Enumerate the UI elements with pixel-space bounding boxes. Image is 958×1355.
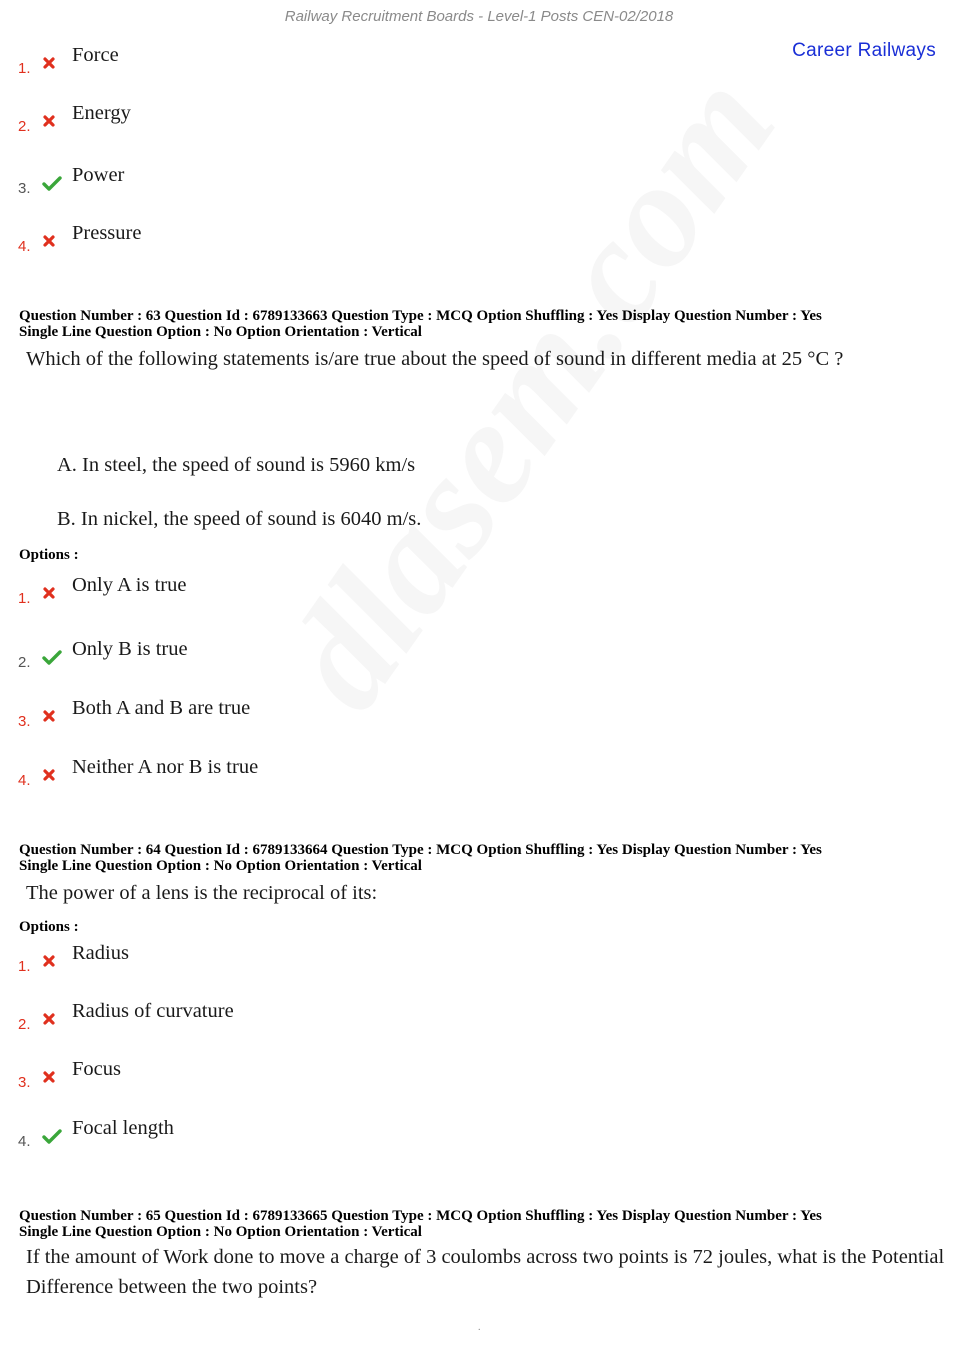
option-text: Only A is true [72, 574, 187, 596]
options-label: Options : [19, 547, 79, 563]
option-number: 4. [18, 1133, 31, 1150]
option-number: 3. [18, 180, 31, 197]
option-text: Radius of curvature [72, 1000, 234, 1022]
option-number: 2. [18, 118, 31, 135]
cross-icon [42, 954, 62, 970]
question-text: The power of a lens is the reciprocal of its: [26, 882, 378, 904]
option-text: Both A and B are true [72, 697, 251, 719]
option-text: Focus [72, 1058, 121, 1080]
checkmark-icon [42, 650, 62, 666]
statement-b: B. In nickel, the speed of sound is 6040 m/s. [57, 508, 422, 530]
cross-icon [42, 1070, 62, 1086]
cross-icon [42, 709, 62, 725]
checkmark-icon [42, 1129, 62, 1145]
watermark [250, 43, 809, 739]
option-text: Focal length [72, 1117, 174, 1139]
option-number: 2. [18, 654, 31, 671]
option-text: Pressure [72, 222, 142, 244]
cross-icon [42, 114, 62, 130]
question-meta-line1: Question Number : 64 Question Id : 6789133664 Question Type : MCQ Option Shuffling : Yes Display Question Number : Yes [19, 842, 822, 858]
option-number: 4. [18, 772, 31, 789]
cross-icon [42, 768, 62, 784]
question-meta [19, 308, 822, 340]
option-text: Power [72, 164, 125, 186]
question-meta [19, 1208, 822, 1240]
question-meta-line2: Single Line Question Option : No Option Orientation : Vertical [19, 324, 422, 340]
question-meta-line2: Single Line Question Option : No Option Orientation : Vertical [19, 1224, 422, 1240]
option-text: Only B is true [72, 638, 188, 660]
option-text: Energy [72, 102, 131, 124]
statement-a: A. In steel, the speed of sound is 5960 km/s [57, 454, 416, 476]
option-text: Neither A nor B is true [72, 756, 259, 778]
cross-icon [42, 56, 62, 72]
question-text: Which of the following statements is/are true about the speed of sound in different media at 25 °C ? [26, 348, 844, 370]
option-number: 1. [18, 958, 31, 975]
option-number: 3. [18, 1074, 31, 1091]
question-text: If the amount of Work done to move a charge of 3 coulombs across two points is 72 joules, what is the Potential Difference between the two points? [26, 1246, 945, 1298]
cross-icon [42, 586, 62, 602]
option-text: Force [72, 44, 119, 66]
footer-mark: . [478, 1322, 481, 1333]
option-text: Radius [72, 942, 129, 964]
page-header-title: Railway Recruitment Boards - Level-1 Posts CEN-02/2018 [284, 8, 674, 25]
option-number: 1. [18, 60, 31, 77]
option-number: 3. [18, 713, 31, 730]
option-number: 1. [18, 590, 31, 607]
option-number: 4. [18, 238, 31, 255]
options-label: Options : [19, 919, 79, 935]
checkmark-icon [42, 176, 62, 192]
question-meta-line1: Question Number : 65 Question Id : 6789133665 Question Type : MCQ Option Shuffling : Yes Display Question Number : Yes [19, 1208, 822, 1224]
option-number: 2. [18, 1016, 31, 1033]
question-meta [19, 842, 822, 874]
cross-icon [42, 234, 62, 250]
brand-label: Career Railways [792, 40, 936, 61]
question-meta-line1: Question Number : 63 Question Id : 6789133663 Question Type : MCQ Option Shuffling : Yes Display Question Number : Yes [19, 308, 822, 324]
cross-icon [42, 1012, 62, 1028]
question-meta-line2: Single Line Question Option : No Option Orientation : Vertical [19, 858, 422, 874]
